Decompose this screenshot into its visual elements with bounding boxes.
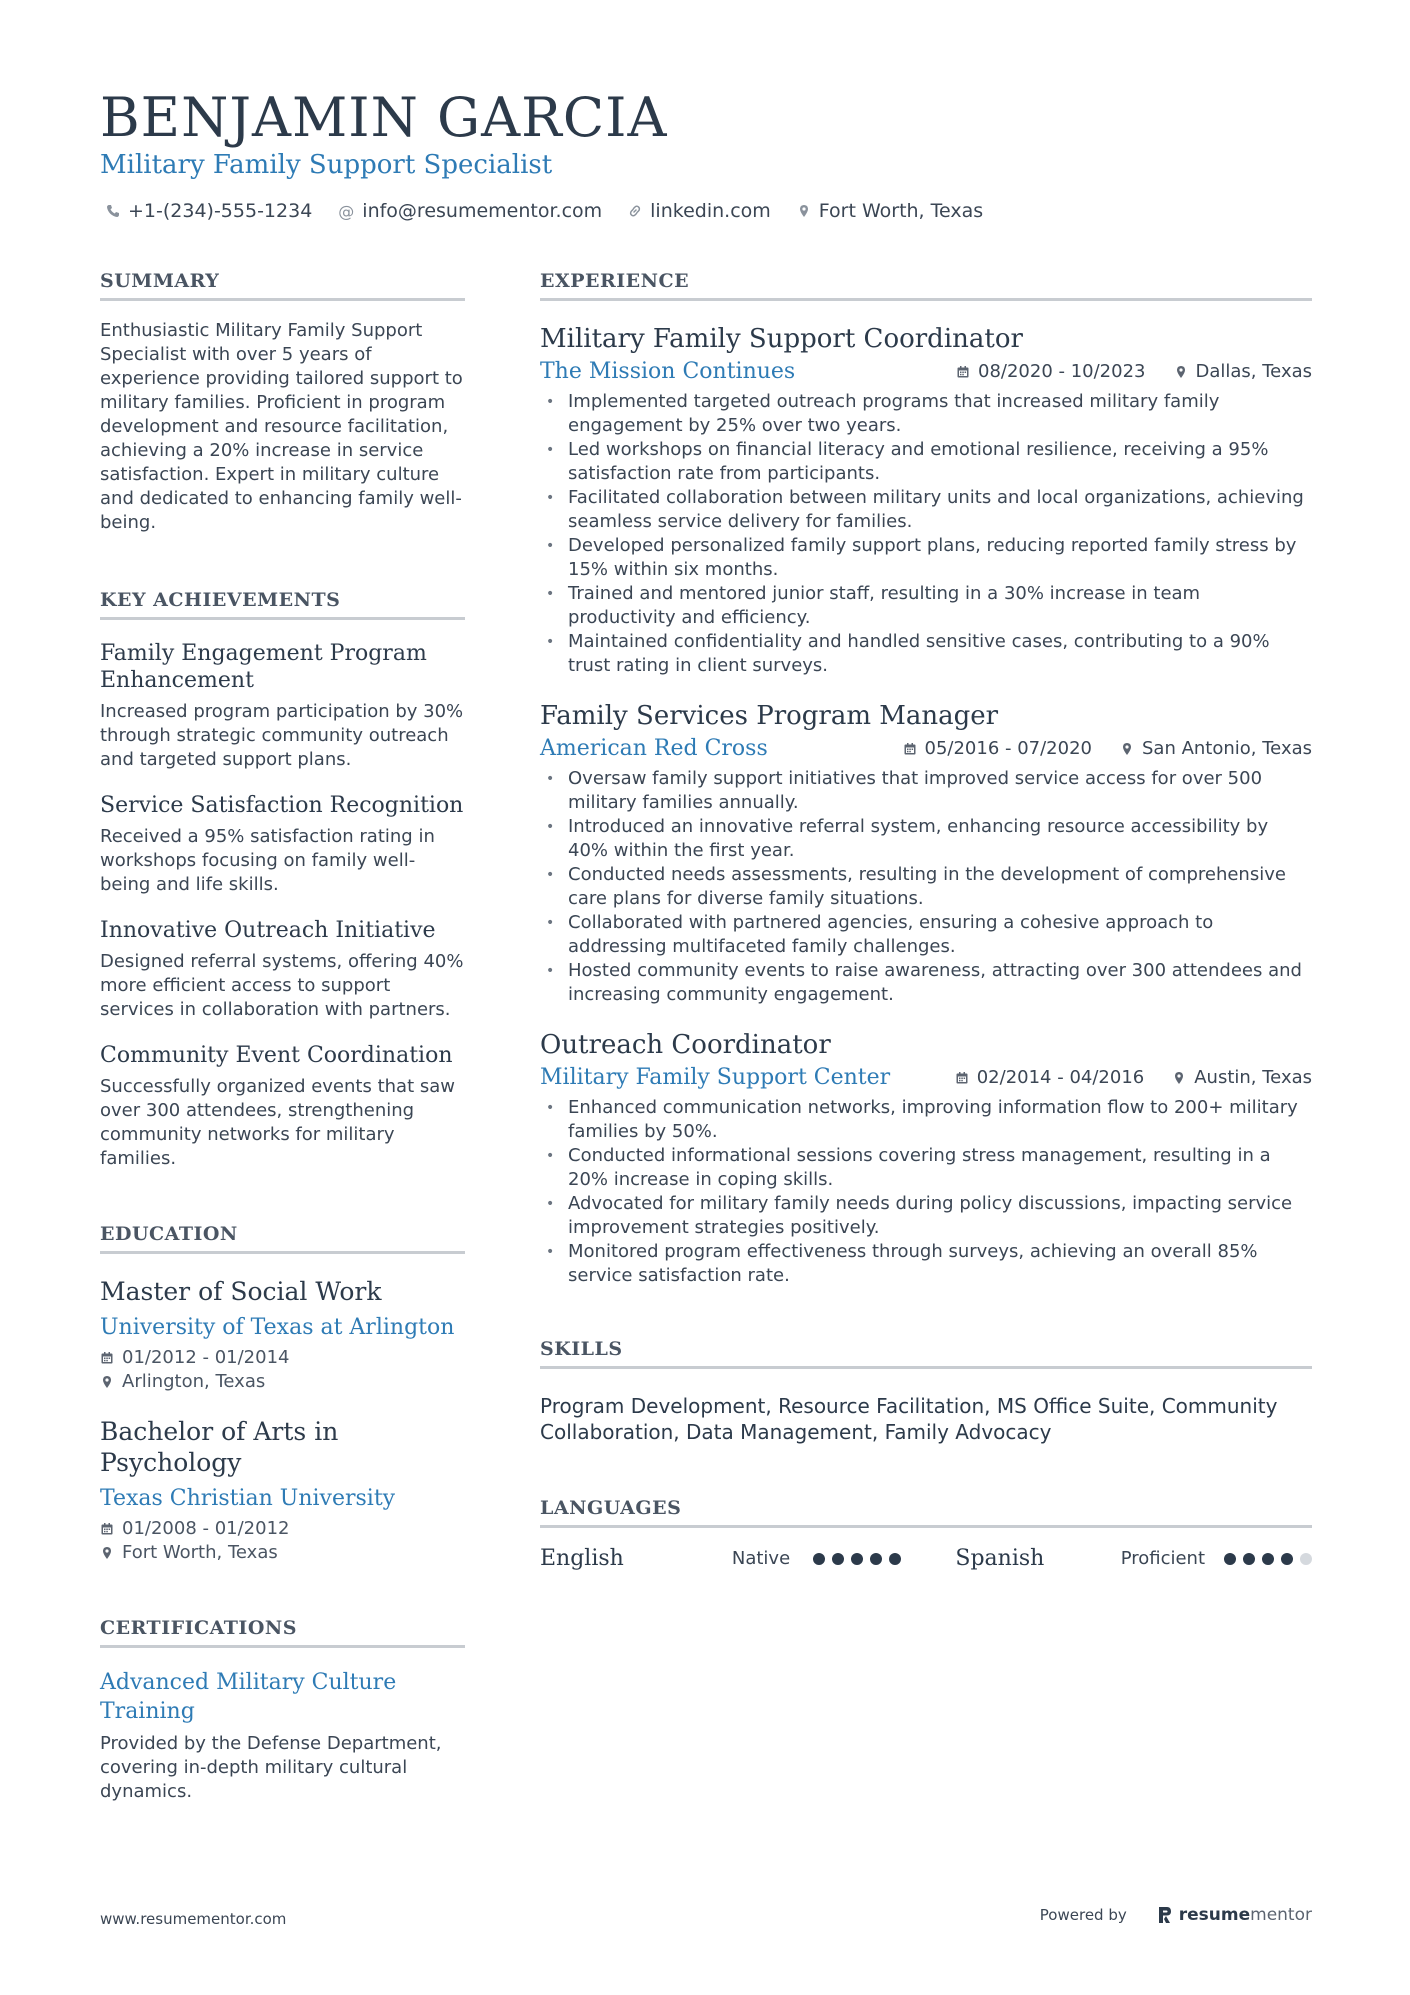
- education-item: [100, 1416, 465, 1565]
- education-dates: [100, 1346, 465, 1370]
- dates-text: 08/2020 - 10/2023: [978, 361, 1146, 382]
- bullet-item: • Trained and mentored junior staff, resulting in a 30% increase in team productivity and efficiency.: [540, 582, 1312, 630]
- dates-text: 01/2008 - 01/2012: [122, 1518, 290, 1539]
- location-text: Austin, Texas: [1194, 1067, 1312, 1088]
- achievement-title: Family Engagement Program Enhancement: [100, 641, 427, 693]
- calendar-icon: [903, 742, 917, 756]
- job-title: Military Family Support Coordinator: [540, 324, 1023, 354]
- footer-website[interactable]: www.resumementor.com: [100, 1910, 287, 1928]
- summary-heading: SUMMARY: [100, 270, 465, 301]
- job-dates: [955, 1067, 1145, 1088]
- job-location: [1120, 738, 1312, 759]
- job-meta: [540, 1065, 1312, 1090]
- achievement-item: [100, 917, 465, 1022]
- job-entry: [540, 700, 1312, 1007]
- job-location: [1172, 1067, 1312, 1088]
- location-pin-icon: [797, 204, 811, 218]
- company-name: The Mission Continues: [540, 359, 796, 384]
- at-icon: @: [338, 201, 355, 221]
- location-pin-icon: [100, 1546, 114, 1560]
- bullet-item: • Developed personalized family support plans, reducing reported family stress by 15% within six months.: [540, 534, 1312, 582]
- job-dates: [956, 361, 1146, 382]
- rating-dot-filled: [813, 1553, 825, 1565]
- education-location: [100, 1541, 465, 1565]
- left-column: [100, 270, 465, 1804]
- achievement-desc: Increased program participation by 30% through strategic community outreach and targeted support plans.: [100, 701, 464, 770]
- achievement-item: [100, 640, 465, 772]
- certifications-heading: CERTIFICATIONS: [100, 1617, 465, 1648]
- achievement-title: Innovative Outreach Initiative: [100, 918, 436, 943]
- location-text: Arlington, Texas: [122, 1371, 266, 1392]
- contact-email: [338, 200, 602, 222]
- education-dates: [100, 1517, 465, 1541]
- bullet-item: • Conducted needs assessments, resulting in the development of comprehensive care plans for diverse family situations.: [540, 863, 1312, 911]
- location-text: San Antonio, Texas: [1142, 738, 1312, 759]
- calendar-icon: [100, 1351, 114, 1365]
- achievement-desc: Designed referral systems, offering 40% more efficient access to support services in collaboration with partners.: [100, 951, 464, 1020]
- bullet-item: • Maintained confidentiality and handled sensitive cases, contributing to a 90% trust rating in client surveys.: [540, 630, 1312, 678]
- achievement-item: [100, 1042, 465, 1171]
- location-text: Fort Worth, Texas: [818, 200, 984, 222]
- location-pin-icon: [1172, 1071, 1186, 1085]
- skills-section: [540, 1338, 1312, 1445]
- rating-dot-filled: [870, 1553, 882, 1565]
- rating-dot-filled: [889, 1553, 901, 1565]
- education-section: [100, 1223, 465, 1565]
- brand-bold: resume: [1178, 1905, 1251, 1925]
- summary-text: Enthusiastic Military Family Support Specialist with over 5 years of experience providing tailored support to military families. Proficient in program development and resource facilitation, achieving a 20% increase in service satisfaction. Expert in military culture and dedicated to enhancing family well-being.: [100, 320, 463, 533]
- school-name: Texas Christian University: [100, 1486, 396, 1511]
- languages-list: [540, 1546, 1312, 1571]
- language-rating: [1224, 1553, 1312, 1565]
- bullet-item: • Implemented targeted outreach programs that increased military family engagement by 25% over two years.: [540, 390, 1312, 438]
- contact-location: [797, 200, 983, 222]
- school-name: University of Texas at Arlington: [100, 1315, 455, 1340]
- company-name: Military Family Support Center: [540, 1065, 891, 1090]
- achievement-desc: Received a 95% satisfaction rating in workshops focusing on family well-being and life skills.: [100, 826, 435, 895]
- bullet-item: • Enhanced communication networks, improving information flow to 200+ military families by 50%.: [540, 1096, 1312, 1144]
- bullet-item: • Led workshops on financial literacy and emotional resilience, receiving a 95% satisfaction rate from participants.: [540, 438, 1312, 486]
- candidate-role: Military Family Support Specialist: [100, 150, 553, 180]
- brand-thin: mentor: [1250, 1905, 1312, 1925]
- location-text: Fort Worth, Texas: [122, 1542, 278, 1563]
- experience-section: [540, 270, 1312, 1288]
- rating-dot-filled: [1262, 1553, 1274, 1565]
- languages-section: [540, 1497, 1312, 1571]
- job-entry: [540, 323, 1312, 678]
- location-pin-icon: [100, 1375, 114, 1389]
- calendar-icon: [100, 1522, 114, 1536]
- calendar-icon: [955, 1071, 969, 1085]
- language-name: Spanish: [955, 1546, 1045, 1571]
- bullet-item: • Facilitated collaboration between military units and local organizations, achieving seamless service delivery for families.: [540, 486, 1312, 534]
- brand-logo[interactable]: [1157, 1905, 1312, 1925]
- job-bullets: [540, 1096, 1312, 1288]
- language-level: Proficient: [1120, 1548, 1206, 1569]
- degree-title: Bachelor of Arts in Psychology: [100, 1417, 339, 1477]
- rating-dot-filled: [832, 1553, 844, 1565]
- rating-dot-empty: [1300, 1553, 1312, 1565]
- rating-dot-filled: [1243, 1553, 1255, 1565]
- company-name: American Red Cross: [540, 736, 768, 761]
- job-meta: [540, 359, 1312, 384]
- link-icon: [628, 204, 642, 218]
- bullet-item: • Oversaw family support initiatives that improved service access for over 500 military families annually.: [540, 767, 1312, 815]
- phone-text[interactable]: +1-(234)-555-1234: [128, 200, 313, 222]
- bullet-item: • Hosted community events to raise awareness, attracting over 300 attendees and increasing community engagement.: [540, 959, 1312, 1007]
- education-item: [100, 1276, 465, 1394]
- job-title: Family Services Program Manager: [540, 701, 999, 731]
- languages-heading: LANGUAGES: [540, 1497, 1312, 1528]
- skills-heading: SKILLS: [540, 1338, 1312, 1369]
- dates-text: 01/2012 - 01/2014: [122, 1347, 290, 1368]
- contact-bar: [106, 200, 983, 222]
- dates-text: 05/2016 - 07/2020: [924, 738, 1092, 759]
- brand-mark-icon: [1157, 1905, 1173, 1925]
- achievement-title: Community Event Coordination: [100, 1043, 453, 1068]
- achievement-title: Service Satisfaction Recognition: [100, 793, 464, 818]
- achievement-desc: Successfully organized events that saw over 300 attendees, strengthening community networks for military families.: [100, 1076, 455, 1169]
- language-rating: [813, 1553, 946, 1565]
- bullet-item: • Advocated for military family needs during policy discussions, impacting service improvement strategies positively.: [540, 1192, 1312, 1240]
- education-heading: EDUCATION: [100, 1223, 465, 1254]
- location-pin-icon: [1174, 365, 1188, 379]
- achievements-section: [100, 589, 465, 1171]
- certification-name: Advanced Military Culture Training: [100, 1670, 397, 1724]
- education-location: [100, 1370, 465, 1394]
- skills-text: Program Development, Resource Facilitation, MS Office Suite, Community Collaboration, Data Management, Family Advocacy: [540, 1394, 1278, 1444]
- job-title: Outreach Coordinator: [540, 1030, 831, 1060]
- right-column: [540, 270, 1312, 1571]
- job-location: [1174, 361, 1313, 382]
- experience-heading: EXPERIENCE: [540, 270, 1312, 301]
- dates-text: 02/2014 - 04/2016: [976, 1067, 1145, 1088]
- contact-linkedin: [628, 200, 771, 222]
- bullet-item: • Conducted informational sessions covering stress management, resulting in a 20% increase in coping skills.: [540, 1144, 1312, 1192]
- bullet-item: • Introduced an innovative referral system, enhancing resource accessibility by 40% within the first year.: [540, 815, 1312, 863]
- phone-icon: [106, 204, 120, 218]
- powered-by-label: Powered by: [1039, 1906, 1127, 1924]
- job-entry: [540, 1029, 1312, 1288]
- summary-section: [100, 270, 465, 535]
- linkedin-text[interactable]: linkedin.com: [650, 200, 771, 222]
- certification-item: [100, 1668, 465, 1804]
- location-pin-icon: [1120, 742, 1134, 756]
- job-dates: [903, 738, 1093, 759]
- certifications-section: [100, 1617, 465, 1804]
- calendar-icon: [956, 365, 970, 379]
- candidate-name: BENJAMIN GARCIA: [100, 86, 668, 149]
- footer-powered: [1040, 1905, 1312, 1925]
- job-bullets: [540, 390, 1312, 678]
- language-name: English: [540, 1546, 624, 1571]
- degree-title: Master of Social Work: [100, 1277, 382, 1306]
- rating-dot-filled: [1224, 1553, 1236, 1565]
- bullet-item: • Collaborated with partnered agencies, ensuring a cohesive approach to addressing multifaceted family challenges.: [540, 911, 1312, 959]
- language-level: Native: [731, 1548, 791, 1569]
- bullet-item: • Monitored program effectiveness through surveys, achieving an overall 85% service satisfaction rate.: [540, 1240, 1312, 1288]
- job-meta: [540, 736, 1312, 761]
- rating-dot-filled: [1281, 1553, 1293, 1565]
- location-text: Dallas, Texas: [1195, 361, 1312, 382]
- rating-dot-filled: [851, 1553, 863, 1565]
- contact-phone: [106, 200, 312, 222]
- job-bullets: [540, 767, 1312, 1007]
- email-text[interactable]: info@resumementor.com: [362, 200, 603, 222]
- achievements-heading: KEY ACHIEVEMENTS: [100, 589, 465, 620]
- achievement-item: [100, 792, 465, 897]
- certification-desc: Provided by the Defense Department, covering in-depth military cultural dynamics.: [100, 1733, 442, 1802]
